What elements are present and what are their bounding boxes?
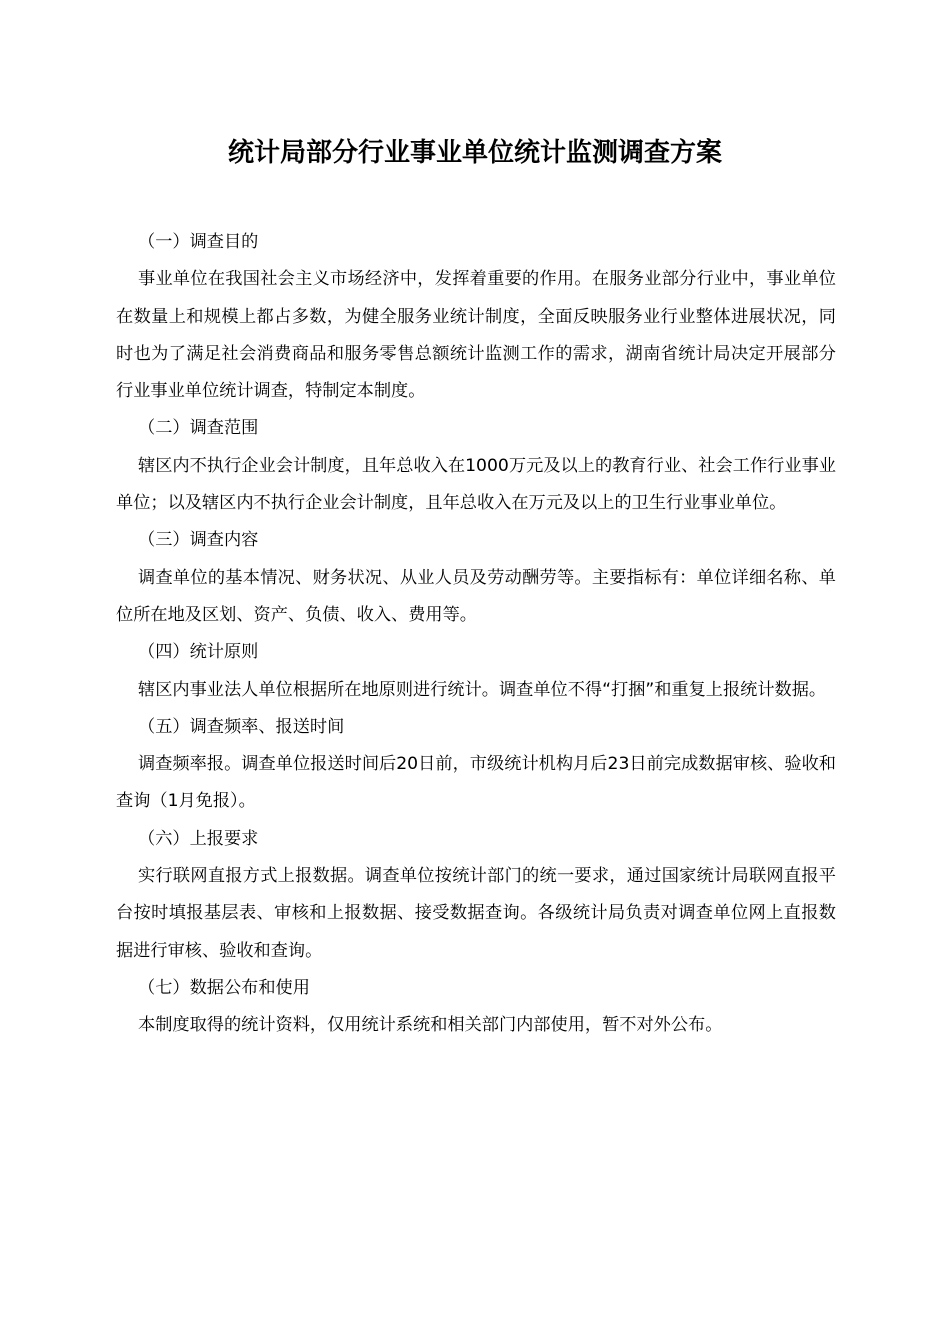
section-heading: （五）调查频率、报送时间 xyxy=(138,716,345,737)
section-frequency xyxy=(116,709,836,821)
section-heading: （四）统计原则 xyxy=(138,642,259,663)
section-paragraph: 辖区内不执行企业会计制度，且年总收入在1000万元及以上的教育行业、社会工作行业事业单位；以及辖区内不执行企业会计制度，且年总收入在万元及以上的卫生行业事业单位。 xyxy=(116,455,836,514)
section-publication xyxy=(116,970,836,1045)
section-purpose xyxy=(116,224,836,410)
section-content xyxy=(116,522,836,634)
document-body xyxy=(116,224,836,1045)
section-paragraph: 调查单位的基本情况、财务状况、从业人员及劳动酬劳等。主要指标有：单位详细名称、单位所在地及区划、资产、负债、收入、费用等。 xyxy=(116,567,836,625)
section-paragraph: 辖区内事业法人单位根据所在地原则进行统计。调查单位不得“打捆”和重复上报统计数据。 xyxy=(138,679,827,700)
section-heading: （二）调查范围 xyxy=(138,418,259,439)
section-paragraph: 本制度取得的统计资料，仅用统计系统和相关部门内部使用，暂不对外公布。 xyxy=(138,1015,723,1036)
section-paragraph: 调查频率报。调查单位报送时间后20日前，市级统计机构月后23日前完成数据审核、验收和查询（1月免报）。 xyxy=(116,754,836,812)
section-requirements xyxy=(116,821,836,970)
document-title: 统计局部分行业事业单位统计监测调查方案 xyxy=(227,138,722,168)
section-scope xyxy=(116,410,836,522)
section-heading: （三）调查内容 xyxy=(138,530,259,551)
section-principle xyxy=(116,634,836,709)
section-heading: （六）上报要求 xyxy=(138,828,259,849)
section-paragraph: 实行联网直报方式上报数据。调查单位按统计部门的统一要求，通过国家统计局联网直报平台按时填报基层表、审核和上报数据、接受数据查询。各级统计局负责对调查单位网上直报数据进行审核、验收和查询。 xyxy=(116,866,836,961)
section-heading: （一）调查目的 xyxy=(138,232,259,252)
section-heading: （七）数据公布和使用 xyxy=(138,977,310,998)
section-paragraph: 事业单位在我国社会主义市场经济中，发挥着重要的作用。在服务业部分行业中，事业单位在数量上和规模上都占多数，为健全服务业统计制度，全面反映服务业行业整体进展状况，同时也为了满足社会消费商品和服务零售总额统计监测工作的需求，湖南省统计局决定开展部分行业事业单位统计调查，特制定本制度。 xyxy=(116,269,836,402)
